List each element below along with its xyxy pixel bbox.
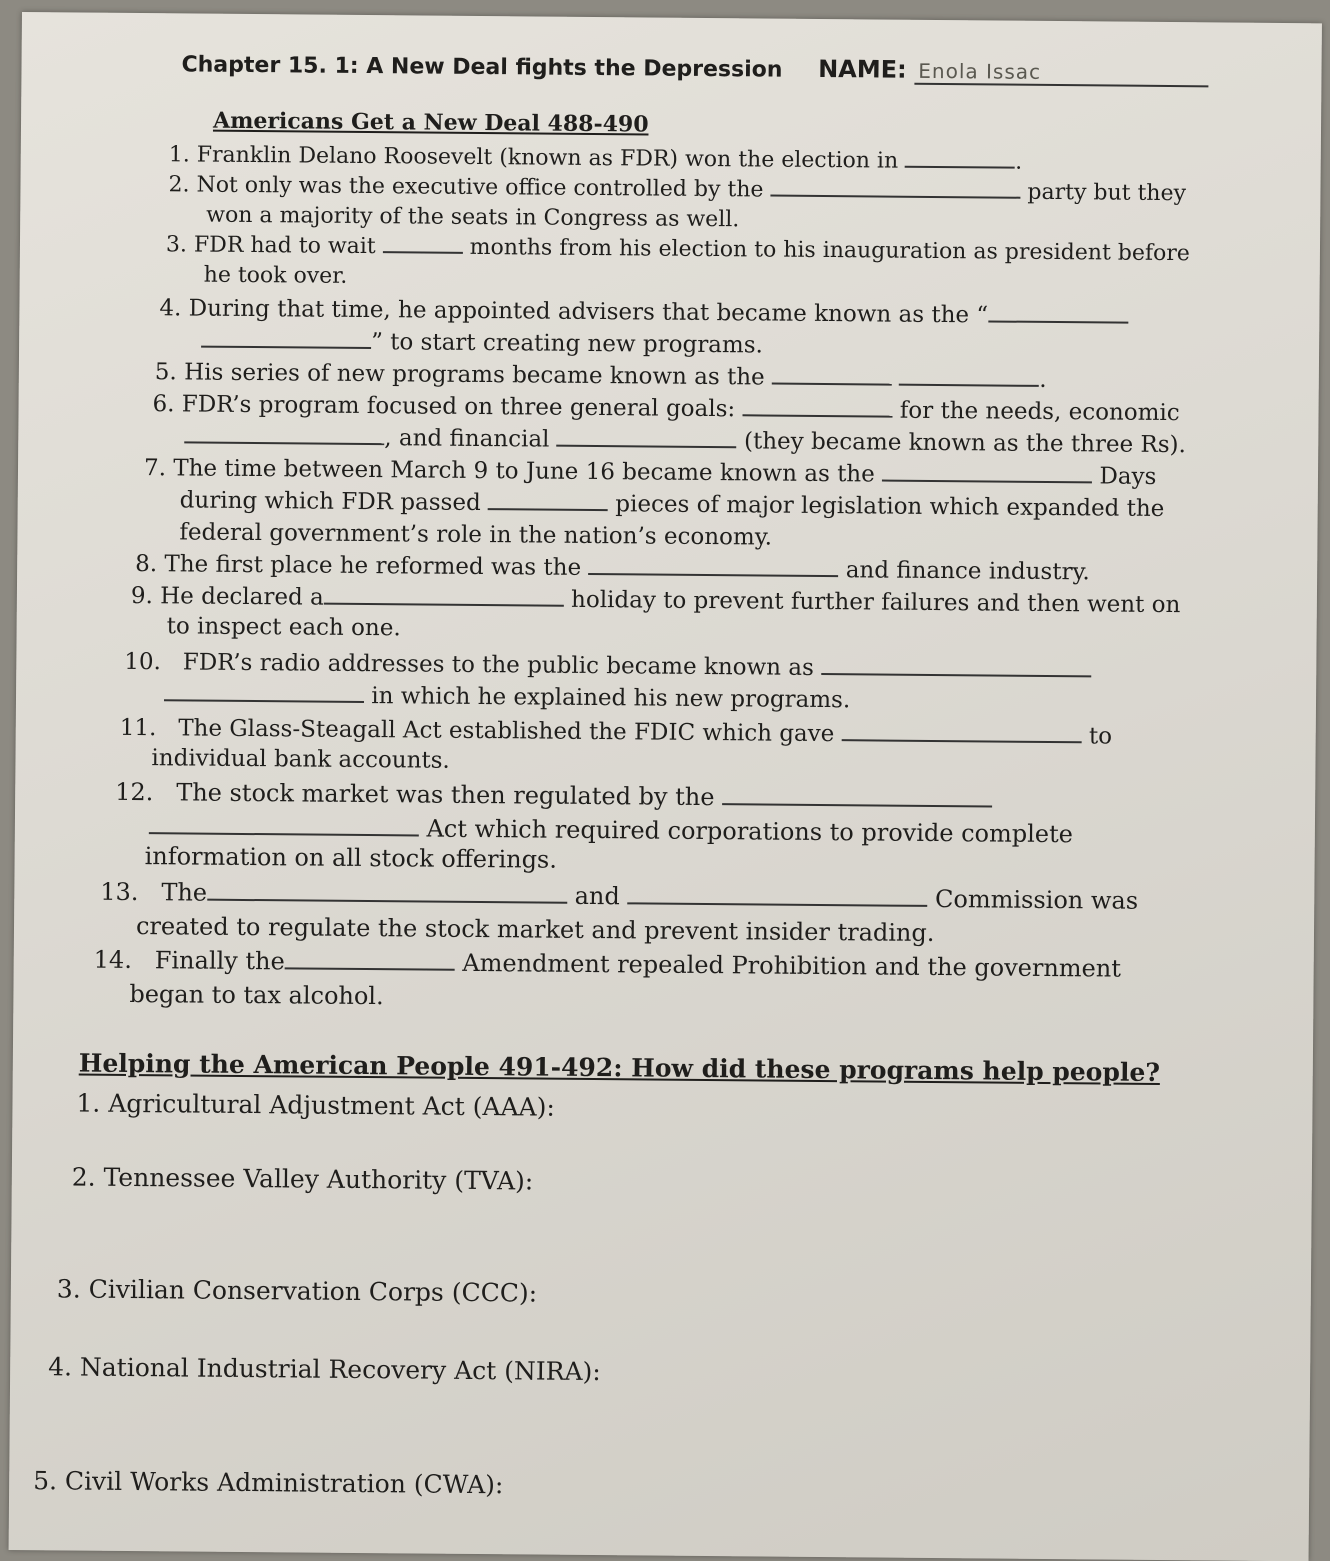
question-text: The first place he reformed was the	[164, 551, 582, 581]
answer-blank[interactable]	[899, 366, 1039, 387]
question-number: 9.	[130, 582, 153, 610]
answer-blank[interactable]	[882, 462, 1092, 484]
question-text: , and financial	[384, 425, 550, 453]
question-text: The time between March 9 to June 16 became known as the	[173, 455, 875, 488]
answer-blank[interactable]	[383, 233, 463, 254]
question-text: to	[1088, 723, 1113, 750]
program-item-cwa: 5. Civil Works Administration (CWA):	[33, 1466, 504, 1500]
question-number: 11.	[119, 714, 157, 742]
question-text: Franklin Delano Roosevelt (known as FDR) won the election in	[196, 142, 899, 174]
answer-blank[interactable]	[772, 365, 892, 386]
program-item-tva: 2. Tennessee Valley Authority (TVA):	[71, 1162, 534, 1196]
question-number: 1.	[168, 142, 190, 168]
answer-blank[interactable]	[988, 302, 1128, 323]
question-text: (they became known as the three Rs).	[743, 428, 1186, 459]
name-field[interactable]: Enola Issac	[914, 59, 1208, 88]
question-number: 14.	[93, 945, 133, 974]
answer-blank[interactable]	[722, 785, 992, 807]
question-text: FDR had to wait	[193, 232, 376, 260]
question-2-cont: won a majority of the seats in Congress as well.	[206, 202, 740, 233]
worksheet-page	[9, 12, 1322, 1561]
question-number: 8.	[135, 551, 158, 578]
answer-blank[interactable]	[557, 427, 737, 449]
answer-blank[interactable]	[207, 881, 567, 904]
answer-blank[interactable]	[821, 655, 1091, 677]
question-text: pieces of major legislation which expanded the	[615, 491, 1165, 522]
answer-blank[interactable]	[285, 949, 455, 970]
name-label: NAME:	[818, 54, 907, 84]
program-item-nira: 4. National Industrial Recovery Act (NIRA):	[48, 1352, 601, 1387]
question-text: holiday to prevent further failures and then went on	[570, 586, 1181, 619]
question-3-cont: he took over.	[203, 262, 348, 289]
question-text: FDR’s radio addresses to the public became known as	[182, 649, 814, 681]
question-text: FDR’s program focused on three general goals:	[181, 391, 736, 423]
question-text: Act which required corporations to provide complete	[426, 814, 1074, 849]
question-text: during which FDR passed	[179, 487, 481, 517]
section-title-new-deal: Americans Get a New Deal 488-490	[212, 107, 649, 138]
question-7-cont2: federal government’s role in the nation’s economy.	[179, 519, 773, 551]
question-12	[115, 777, 992, 816]
question-text: in which he explained his new programs.	[371, 683, 851, 714]
question-text: Finally the	[154, 946, 285, 976]
question-14	[94, 945, 1121, 985]
question-13-cont: created to regulate the stock market and prevent insider trading.	[135, 912, 935, 947]
question-number: 6.	[152, 391, 175, 418]
question-text: His series of new programs became known as the	[184, 359, 765, 391]
question-text: months from his election to his inauguration as president before	[469, 234, 1190, 267]
answer-blank[interactable]	[905, 148, 1015, 169]
question-14-cont: began to tax alcohol.	[129, 979, 384, 1011]
answer-blank[interactable]	[588, 555, 838, 577]
answer-blank[interactable]	[842, 721, 1082, 743]
question-12-cont2: information on all stock offerings.	[144, 842, 558, 874]
question-text: .	[1039, 366, 1047, 393]
worksheet-header	[181, 49, 1301, 88]
question-text: party but they	[1027, 179, 1187, 207]
question-9-cont: to inspect each one.	[166, 613, 401, 642]
question-number: 4.	[159, 295, 182, 322]
question-text: ” to start creating new programs.	[371, 329, 763, 359]
answer-blank[interactable]	[488, 490, 608, 511]
section-title-helping-people: Helping the American People 491-492: How did these programs help people?	[78, 1048, 1161, 1087]
question-text: The Glass-Steagall Act established the FDIC which gave	[178, 715, 835, 748]
question-text: Amendment repealed Prohibition and the government	[462, 948, 1122, 983]
question-text: Commission was	[934, 885, 1139, 915]
question-text: Days	[1099, 463, 1157, 490]
question-number: 10.	[124, 648, 162, 676]
question-number: 5.	[154, 359, 177, 386]
question-text: .	[1015, 149, 1023, 175]
question-text: He declared a	[160, 583, 324, 611]
question-text: and	[574, 881, 620, 911]
question-text: The stock market was then regulated by the	[176, 778, 715, 812]
answer-blank[interactable]	[149, 814, 419, 836]
question-text: During that time, he appointed advisers that became known as the “	[188, 295, 989, 329]
program-item-aaa: 1. Agricultural Adjustment Act (AAA):	[76, 1088, 555, 1122]
answer-blank[interactable]	[184, 423, 384, 445]
answer-blank[interactable]	[770, 177, 1020, 199]
question-text: The	[161, 878, 208, 907]
question-number: 2.	[168, 172, 190, 198]
question-text: and finance industry.	[845, 557, 1090, 586]
question-4-cont	[201, 326, 763, 362]
answer-blank[interactable]	[201, 328, 371, 349]
answer-blank[interactable]	[742, 396, 892, 417]
question-number: 13.	[100, 877, 139, 907]
answer-blank[interactable]	[627, 884, 927, 907]
answer-blank[interactable]	[324, 585, 564, 607]
question-number: 12.	[115, 777, 154, 807]
question-11-cont: individual bank accounts.	[151, 745, 450, 774]
question-number: 7.	[143, 455, 167, 482]
worksheet-title: Chapter 15. 1: A New Deal fights the Depression	[181, 52, 783, 83]
question-10-cont	[164, 679, 850, 716]
program-item-ccc: 3. Civilian Conservation Corps (CCC):	[56, 1274, 538, 1308]
question-number: 3.	[165, 232, 188, 258]
question-13	[100, 877, 1138, 917]
answer-blank[interactable]	[164, 681, 364, 703]
question-text: for the needs, economic	[899, 397, 1180, 427]
question-text: Not only was the executive office controlled by the	[196, 172, 764, 203]
